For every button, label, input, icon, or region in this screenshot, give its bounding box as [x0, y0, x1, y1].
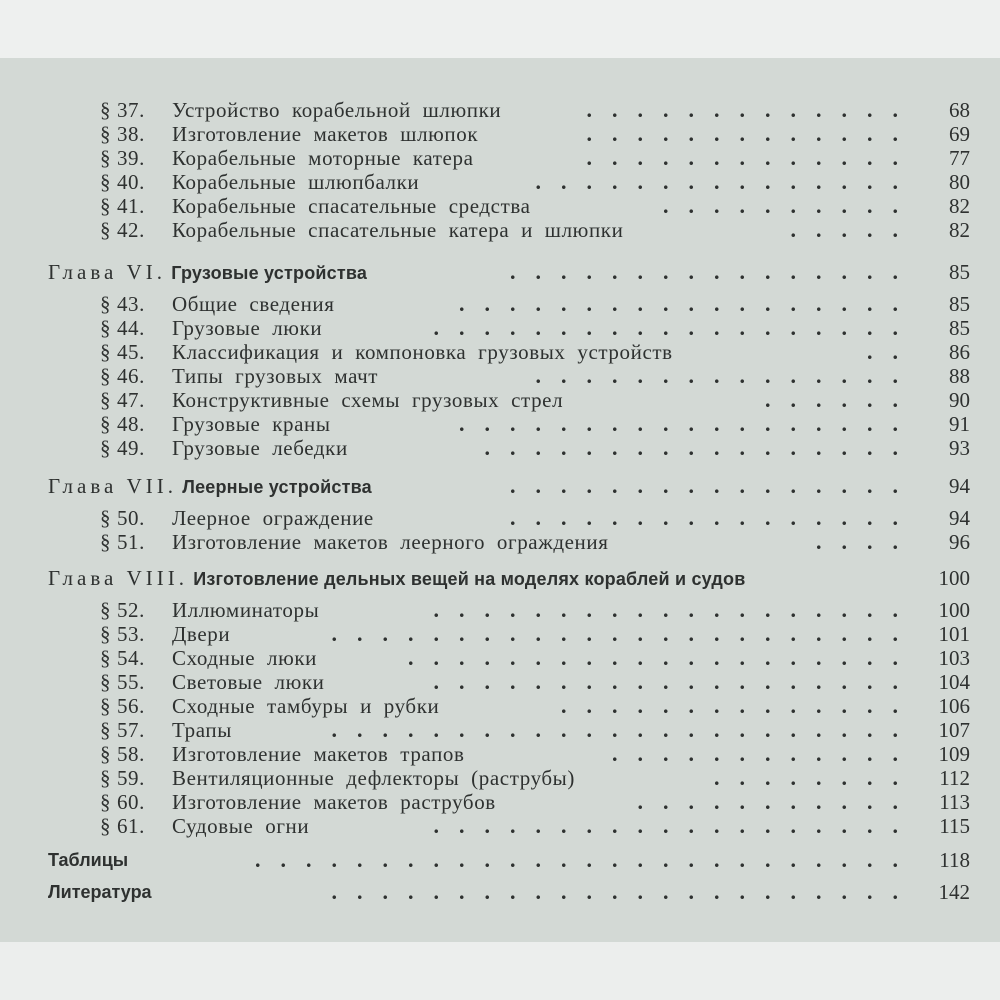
section-title: Вентиляционные дефлекторы (раструбы): [172, 766, 575, 790]
toc-entry-37: [0, 98, 1000, 122]
page-number: 94: [949, 506, 970, 530]
leader-dots: ..........: [663, 194, 918, 218]
section-title: Изготовление макетов раструбов: [172, 790, 496, 814]
section-number: § 57.: [100, 718, 145, 742]
toc-entry-39: [0, 146, 1000, 170]
section-title: Корабельные шлюпбалки: [172, 170, 420, 194]
page-number: 80: [949, 170, 970, 194]
leader-dots: .................: [484, 436, 918, 460]
toc-entry-49: [0, 436, 1000, 460]
leader-dots: ....: [816, 530, 918, 554]
section-number: § 59.: [100, 766, 145, 790]
section-title: Иллюминаторы: [172, 598, 320, 622]
toc-entry-58: [0, 742, 1000, 766]
literature-title: Литература: [48, 882, 152, 902]
page-number: 106: [938, 694, 970, 718]
section-number: § 58.: [100, 742, 145, 766]
toc-entry-44: [0, 316, 1000, 340]
leader-dots: ................: [510, 474, 918, 498]
toc-entry-50: [0, 506, 1000, 530]
toc-entry-59: [0, 766, 1000, 790]
leader-dots: ..................: [459, 292, 918, 316]
toc-entry-55: [0, 670, 1000, 694]
page-number: 104: [938, 670, 970, 694]
leader-dots: ...................: [433, 598, 918, 622]
section-number: § 37.: [100, 98, 145, 122]
page-number: 94: [949, 474, 970, 498]
section-title: Трапы: [172, 718, 232, 742]
section-title: Корабельные спасательные средства: [172, 194, 531, 218]
section-number: § 60.: [100, 790, 145, 814]
toc-entry-42: [0, 218, 1000, 242]
toc-literature: [0, 880, 1000, 904]
leader-dots: .......................: [331, 622, 918, 646]
chapter-label: Глава VI.: [48, 260, 166, 284]
chapter-title: Изготовление дельных вещей на моделях кораблей и судов: [193, 569, 746, 589]
toc-entry-46: [0, 364, 1000, 388]
section-number: § 41.: [100, 194, 145, 218]
section-number: § 55.: [100, 670, 145, 694]
leader-dots: ....................: [408, 646, 918, 670]
page-number: 91: [949, 412, 970, 436]
page-number: 77: [949, 146, 970, 170]
chapter-label: Глава VII.: [48, 474, 177, 498]
section-title: Сходные люки: [172, 646, 318, 670]
section-number: § 39.: [100, 146, 145, 170]
page-number: 142: [938, 880, 970, 904]
leader-dots: .............: [586, 98, 918, 122]
toc-entry-43: [0, 292, 1000, 316]
page-number: 85: [949, 260, 970, 284]
section-title: Общие сведения: [172, 292, 335, 316]
chapter-title: Грузовые устройства: [171, 263, 368, 283]
section-title: Леерное ограждение: [172, 506, 374, 530]
leader-dots: ..................: [459, 412, 918, 436]
section-number: § 54.: [100, 646, 145, 670]
leader-dots: ..............: [561, 694, 918, 718]
page-number: 69: [949, 122, 970, 146]
page-number: 103: [938, 646, 970, 670]
page-number: 101: [938, 622, 970, 646]
section-number: § 52.: [100, 598, 145, 622]
toc-entry-54: [0, 646, 1000, 670]
section-title: Изготовление макетов леерного ограждения: [172, 530, 609, 554]
page-number: 86: [949, 340, 970, 364]
tables-title: Таблицы: [48, 850, 129, 870]
section-title: Двери: [172, 622, 231, 646]
section-title: Корабельные моторные катера: [172, 146, 474, 170]
toc-entry-38: [0, 122, 1000, 146]
leader-dots: ...............: [535, 170, 918, 194]
toc-entry-56: [0, 694, 1000, 718]
section-title: Сходные тамбуры и рубки: [172, 694, 440, 718]
toc-chapter-6: [0, 260, 1000, 284]
page-number: 82: [949, 218, 970, 242]
section-number: § 48.: [100, 412, 145, 436]
page-number: 113: [939, 790, 970, 814]
section-number: § 45.: [100, 340, 145, 364]
leader-dots: .............: [586, 122, 918, 146]
toc-entry-61: [0, 814, 1000, 838]
section-title: Корабельные спасательные катера и шлюпки: [172, 218, 624, 242]
toc-tables: [0, 848, 1000, 872]
toc-entry-41: [0, 194, 1000, 218]
page-number: 85: [949, 292, 970, 316]
page-number: 118: [939, 848, 970, 872]
leader-dots: ..........................: [255, 848, 918, 872]
section-title: Устройство корабельной шлюпки: [172, 98, 502, 122]
section-title: Грузовые люки: [172, 316, 323, 340]
page-number: 107: [938, 718, 970, 742]
toc-entry-53: [0, 622, 1000, 646]
leader-dots: .....: [790, 218, 918, 242]
section-title: Классификация и компоновка грузовых устройств: [172, 340, 673, 364]
section-number: § 53.: [100, 622, 145, 646]
chapter-label: Глава VIII.: [48, 566, 188, 590]
section-number: § 42.: [100, 218, 145, 242]
toc-entry-52: [0, 598, 1000, 622]
leader-dots: ................: [510, 260, 918, 284]
leader-dots: ...................: [433, 316, 918, 340]
section-number: § 56.: [100, 694, 145, 718]
toc-entry-51: [0, 530, 1000, 554]
leader-dots: ...................: [433, 670, 918, 694]
page-number: 68: [949, 98, 970, 122]
leader-dots: ..: [867, 340, 918, 364]
leader-dots: .............: [586, 146, 918, 170]
toc-entry-40: [0, 170, 1000, 194]
page-number: 115: [939, 814, 970, 838]
section-title: Типы грузовых мачт: [172, 364, 379, 388]
toc-entry-48: [0, 412, 1000, 436]
toc-entry-47: [0, 388, 1000, 412]
leader-dots: ................: [510, 506, 918, 530]
page-number: 112: [939, 766, 970, 790]
page-number: 100: [938, 598, 970, 622]
toc-chapter-7: [0, 474, 1000, 498]
page-number: 88: [949, 364, 970, 388]
toc-entry-57: [0, 718, 1000, 742]
leader-dots: .......................: [331, 880, 918, 904]
section-title: Световые люки: [172, 670, 325, 694]
leader-dots: ........: [714, 766, 918, 790]
page-number: 90: [949, 388, 970, 412]
section-number: § 43.: [100, 292, 145, 316]
toc-entry-45: [0, 340, 1000, 364]
leader-dots: .......................: [331, 718, 918, 742]
section-title: Грузовые лебедки: [172, 436, 348, 460]
section-number: § 51.: [100, 530, 145, 554]
section-number: § 46.: [100, 364, 145, 388]
page-number: 100: [938, 566, 970, 590]
section-number: § 61.: [100, 814, 145, 838]
section-number: § 44.: [100, 316, 145, 340]
leader-dots: ............: [612, 742, 918, 766]
section-title: Изготовление макетов шлюпок: [172, 122, 479, 146]
leader-dots: ...............: [535, 364, 918, 388]
section-number: § 47.: [100, 388, 145, 412]
section-number: § 40.: [100, 170, 145, 194]
toc-entry-60: [0, 790, 1000, 814]
chapter-title: Леерные устройства: [182, 477, 372, 497]
section-number: § 50.: [100, 506, 145, 530]
toc-chapter-8: [0, 566, 1000, 590]
page-number: 85: [949, 316, 970, 340]
section-title: Грузовые краны: [172, 412, 331, 436]
page-number: 109: [938, 742, 970, 766]
leader-dots: ......: [765, 388, 918, 412]
section-title: Изготовление макетов трапов: [172, 742, 465, 766]
leader-dots: ...................: [433, 814, 918, 838]
page-number: 82: [949, 194, 970, 218]
page-number: 96: [949, 530, 970, 554]
page-number: 93: [949, 436, 970, 460]
section-number: § 38.: [100, 122, 145, 146]
section-title: Судовые огни: [172, 814, 310, 838]
section-number: § 49.: [100, 436, 145, 460]
leader-dots: ...........: [637, 790, 918, 814]
section-title: Конструктивные схемы грузовых стрел: [172, 388, 564, 412]
